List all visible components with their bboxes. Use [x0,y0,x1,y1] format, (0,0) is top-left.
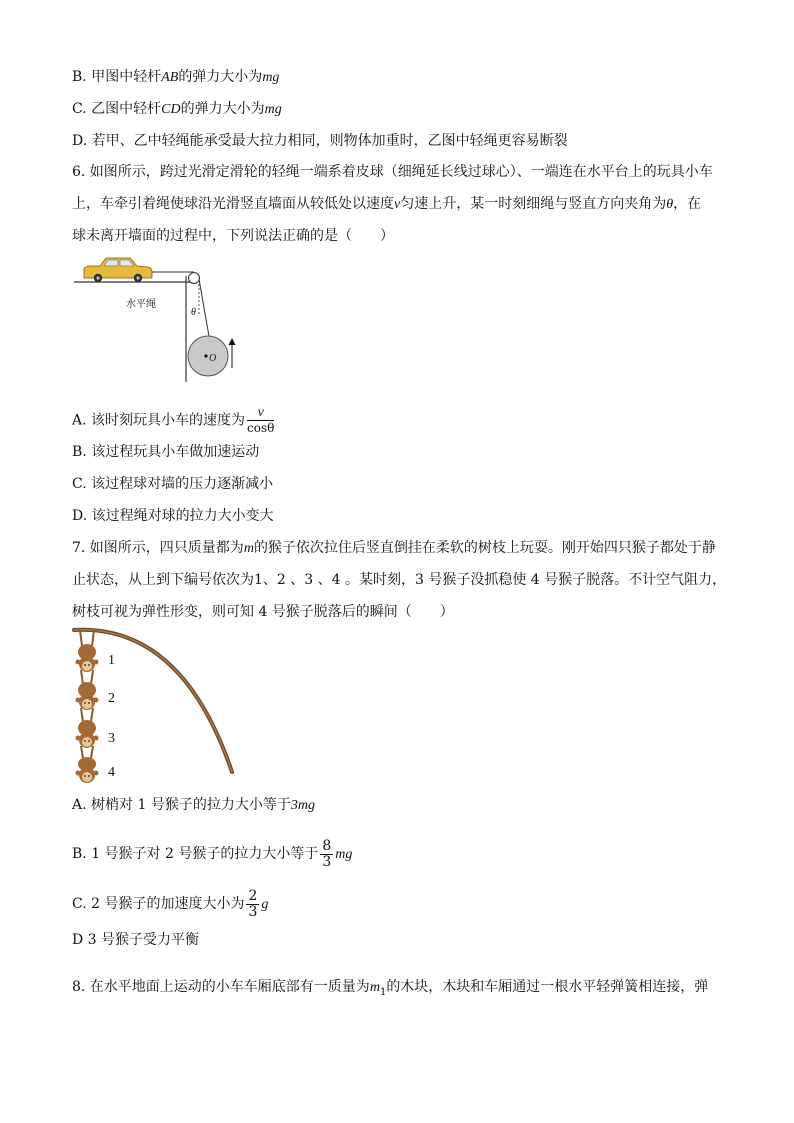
monkey-label-2: 2 [108,691,115,706]
q6-option-a-fraction: $\frac{v}{\cos\theta}$ [247,405,275,435]
q7-option-b: B. 1 号猴子对 2 号猴子的拉力大小等于 $\frac{8}{3}$ mg [72,837,353,870]
q6-option-c: C. 该过程球对墙的压力逐渐减小 [72,476,274,492]
rope-to-ball [199,279,210,342]
monkey-4-icon [76,746,99,783]
q5-option-b: B. 甲图中轻杆AB的弹力大小为mg [72,69,280,85]
q7-option-c: C. 2 号猴子的加速度大小为 $\frac{2}{3}$ g [72,887,269,920]
q6-stem-line2: 上，车牵引着绳使球沿光滑竖直墙面从较低处以速度v匀速上升，某一时刻细绳与竖直方向夹角为θ，在 [72,196,702,212]
q5-option-c-value: mg [264,102,282,117]
q7-figure [72,624,242,790]
q5-option-d: D. 若甲、乙中轻绳能承受最大拉力相同，则物体加重时，乙图中轻绳更容易断裂 [72,133,568,149]
q5-option-b-var: AB [161,70,179,85]
monkey-2-icon [76,670,99,710]
q7-option-d: D 3 号猴子受力平衡 [72,932,200,948]
q8-stem-line1: 8. 在水平地面上运动的小车车厢底部有一质量为$m_1$的木块，木块和车厢通过一根水平轻弹簧相连接，弹 [72,979,709,998]
monkey-label-1: 1 [108,653,115,668]
monkey-3-icon [76,708,99,748]
q6-option-b: B. 该过程玩具小车做加速运动 [72,444,260,460]
ball-center-label: O [209,353,217,364]
q6-option-a: A. 该时刻玩具小车的速度为 $\frac{v}{\cos\theta}$ [72,405,275,435]
monkey-1-icon [76,630,99,672]
monkey-label-4: 4 [108,765,115,780]
monkey-label-3: 3 [108,731,115,746]
angle-label: θ [191,307,196,318]
q7-option-b-fraction: $\frac{8}{3}$ [322,837,332,870]
q5-option-c-var: CD [161,102,181,117]
up-arrow-icon [229,338,236,368]
q6-stem-line3: 球未离开墙面的过程中，下列说法正确的是（ ） [72,228,394,244]
q5-option-c: C. 乙图中轻杆CD的弹力大小为mg [72,101,282,117]
pulley-icon [189,273,200,284]
rope-label: 水平绳 [126,299,156,310]
toy-car-icon [84,258,152,282]
q7-option-c-fraction: $\frac{2}{3}$ [248,887,258,920]
q6-stem-line1: 6. 如图所示，跨过光滑定滑轮的轻绳一端系着皮球（细绳延长线过球心）、一端连在水平台上的玩具小车 [72,164,713,180]
q6-figure [72,252,272,388]
ball [188,336,228,376]
q6-option-d: D. 该过程绳对球的拉力大小变大 [72,508,274,524]
q7-stem-line3: 树枝可视为弹性形变，则可知 4 号猴子脱落后的瞬间（ ） [72,604,454,620]
q5-option-b-value: mg [262,70,280,85]
ball-center-dot [204,354,207,357]
q7-stem-line2: 止状态，从上到下编号依次为1、2 、3 、4 。某时刻，3 号猴子没抓稳使 4 号猴子脱落。不计空气阻力， [72,572,727,588]
q7-option-a: A. 树梢对 1 号猴子的拉力大小等于3mg [72,797,315,813]
q7-stem-line1: 7. 如图所示，四只质量都为m的猴子依次拉住后竖直倒挂在柔软的树枝上玩耍。刚开始四只猴子都处于静 [72,540,716,556]
